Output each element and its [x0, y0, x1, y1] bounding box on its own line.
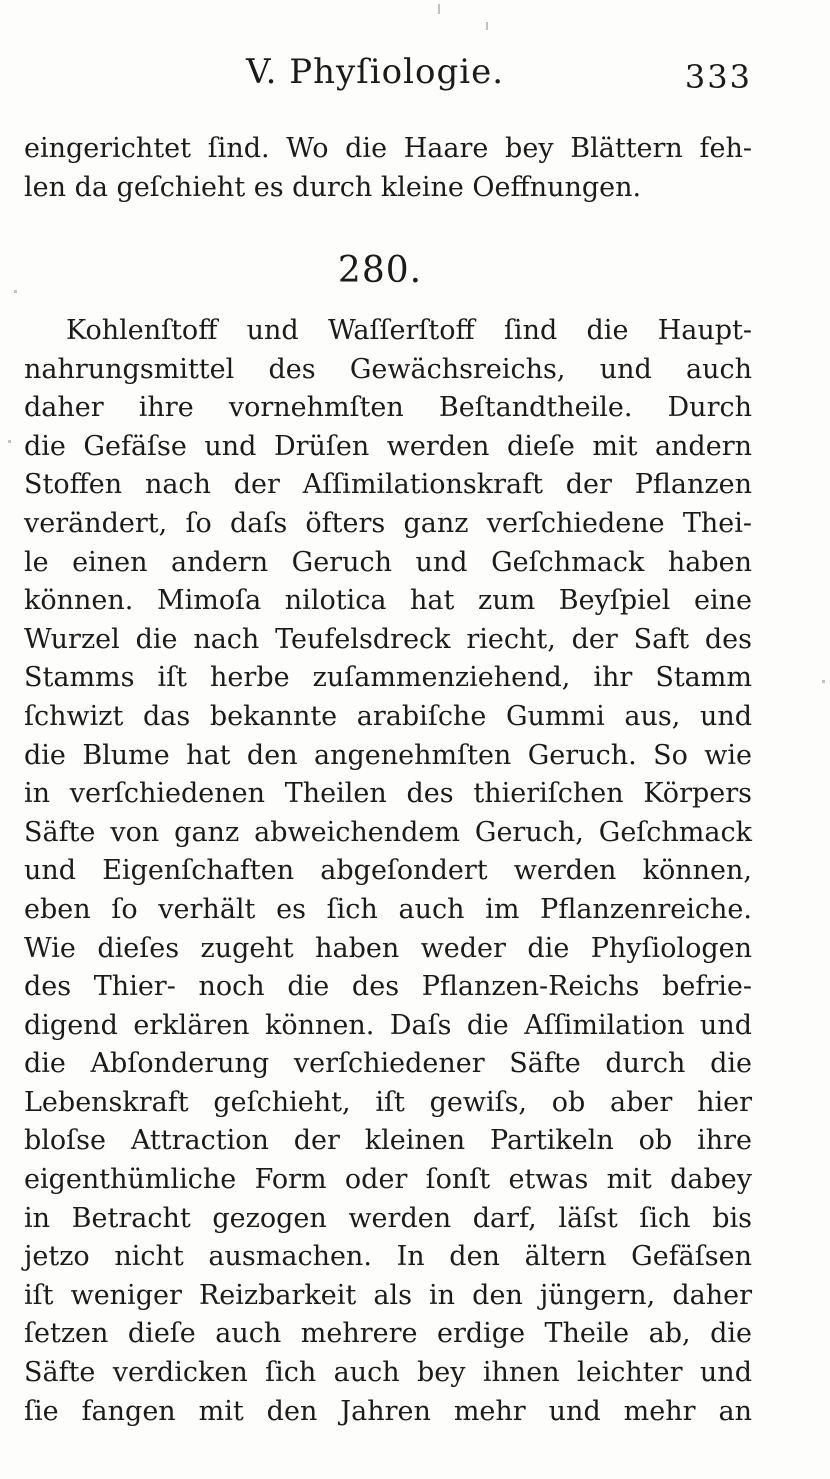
section-number: 280.	[337, 250, 423, 291]
text-line: Säfte verdicken ſich auch bey ihnen leichter und	[24, 1357, 752, 1389]
page-number: 333	[684, 58, 752, 96]
scan-speck	[822, 680, 825, 683]
text-line: eben ſo verhält es ſich auch im Pflanzenreiche.	[24, 893, 752, 925]
text-line: daher ihre vornehmſten Beſtandtheile. Durch	[24, 392, 752, 424]
text-line: ſchwizt das bekannte arabiſche Gummi aus, und	[24, 700, 752, 732]
running-head-title: V. Phyſiologie.	[246, 52, 505, 92]
text-line: Kohlenſtoff und Waſſerſtoff ſind die Haupt-	[66, 315, 752, 346]
text-line: Stoffen nach der Aſſimilationskraft der Pflanzen	[24, 469, 752, 501]
text-line: Lebenskraft geſchieht, iſt gewiſs, ob aber hier	[24, 1086, 752, 1118]
text-line: Säfte von ganz abweichendem Geruch, Geſchmack	[24, 816, 752, 848]
text-line: Wurzel die nach Teufelsdreck riecht, der Saft des	[24, 623, 752, 655]
text-line: bloſse Attraction der kleinen Partikeln ob ihre	[24, 1125, 752, 1157]
text-line: des Thier- noch die des Pflanzen-Reichs befrie-	[24, 971, 752, 1003]
text-line: eigenthümliche Form oder ſonſt etwas mit dabey	[24, 1164, 752, 1196]
text-line: digend erklären können. Daſs die Aſſimilation und	[24, 1009, 752, 1041]
text-line: nahrungsmittel des Gewächsreichs, und auch	[24, 353, 752, 385]
text-line: ſie fangen mit den Jahren mehr und mehr an	[24, 1395, 752, 1427]
text-line: in Betracht gezogen werden darf, läſst ſich bis	[24, 1202, 752, 1234]
running-head	[0, 52, 830, 102]
text-line: jetzo nicht ausmachen. In den ältern Gefäſsen	[24, 1241, 752, 1273]
text-line: verändert, ſo daſs öfters ganz verſchiedene Thei-	[24, 507, 752, 539]
text-line: und Eigenſchaften abgeſondert werden können,	[24, 855, 752, 887]
text-line: len da geſchieht es durch kleine Oeffnungen.	[24, 171, 642, 203]
text-line: eingerichtet ſind. Wo die Haare bey Blättern feh-	[24, 133, 752, 164]
text-line: iſt weniger Reizbarkeit als in den jüngern, daher	[24, 1279, 752, 1311]
text-line: die Blume hat den angenehmſten Geruch. So wie	[24, 739, 752, 771]
text-line: ſetzen dieſe auch mehrere erdige Theile ab, die	[24, 1318, 752, 1350]
text-line: in verſchiedenen Theilen des thieriſchen Körpers	[24, 778, 752, 810]
text-line: die Gefäſse und Drüſen werden dieſe mit andern	[24, 430, 752, 462]
paragraph	[24, 312, 752, 1431]
scan-speck	[438, 4, 440, 14]
text-line: Stamms iſt herbe zuſammenziehend, ihr Stamm	[24, 662, 752, 694]
text-line: können. Mimoſa nilotica hat zum Beyſpiel eine	[24, 585, 752, 617]
continued-text	[24, 130, 752, 207]
text-line: le einen andern Geruch und Geſchmack haben	[24, 546, 752, 578]
scan-speck	[8, 440, 11, 443]
text-line: die Abſonderung verſchiedener Säfte durch die	[24, 1048, 752, 1080]
text-line: Wie dieſes zugeht haben weder die Phyſiologen	[24, 932, 752, 964]
scan-speck	[486, 22, 488, 30]
